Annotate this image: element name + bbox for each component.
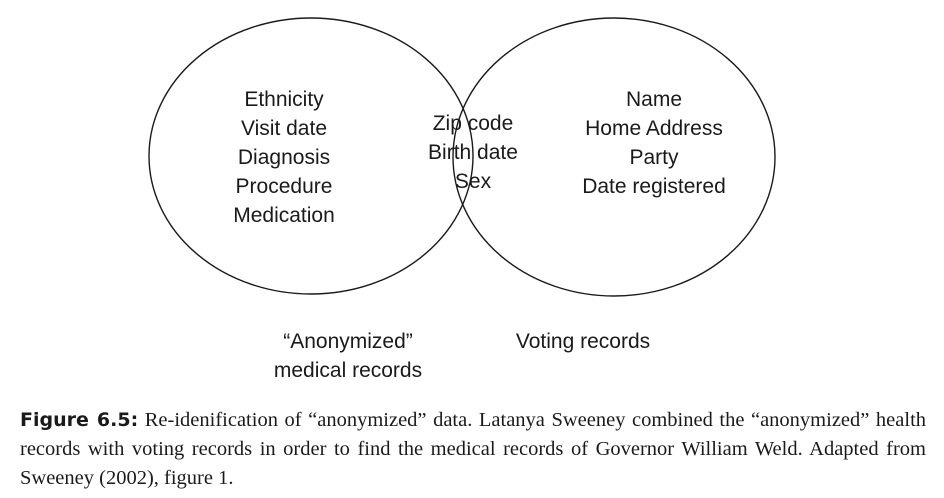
field-home-address: Home Address: [585, 117, 723, 140]
figure-caption: [20, 406, 926, 493]
voting-records-label: Voting records: [515, 330, 651, 353]
medical-records-label-line2: medical records: [273, 359, 423, 382]
medical-only-fields: [233, 88, 335, 227]
figure-caption-label: Figure 6.5:: [20, 409, 139, 431]
field-diagnosis: Diagnosis: [237, 146, 331, 169]
field-ethnicity: Ethnicity: [244, 88, 324, 111]
field-zip-code: Zip code: [432, 112, 514, 135]
field-visit-date: Visit date: [241, 117, 327, 140]
field-date-registered: Date registered: [582, 175, 726, 198]
field-name: Name: [625, 88, 683, 111]
shared-fields: [428, 112, 518, 193]
field-sex: Sex: [454, 170, 492, 193]
field-party: Party: [629, 146, 679, 169]
field-medication: Medication: [233, 204, 335, 227]
figure-caption-text: Re-idenification of “anonymized” data. Latanya Sweeney combined the “anonymized” health records with voting records in order to find the medical records of Governor William Weld. Adapted from Sweeney (2002), figure 1.: [20, 409, 927, 489]
medical-records-label-line1: “Anonymized”: [283, 330, 413, 353]
set-labels: [274, 330, 650, 382]
voting-only-fields: [582, 88, 726, 198]
field-procedure: Procedure: [235, 175, 333, 198]
field-birth-date: Birth date: [428, 141, 518, 164]
